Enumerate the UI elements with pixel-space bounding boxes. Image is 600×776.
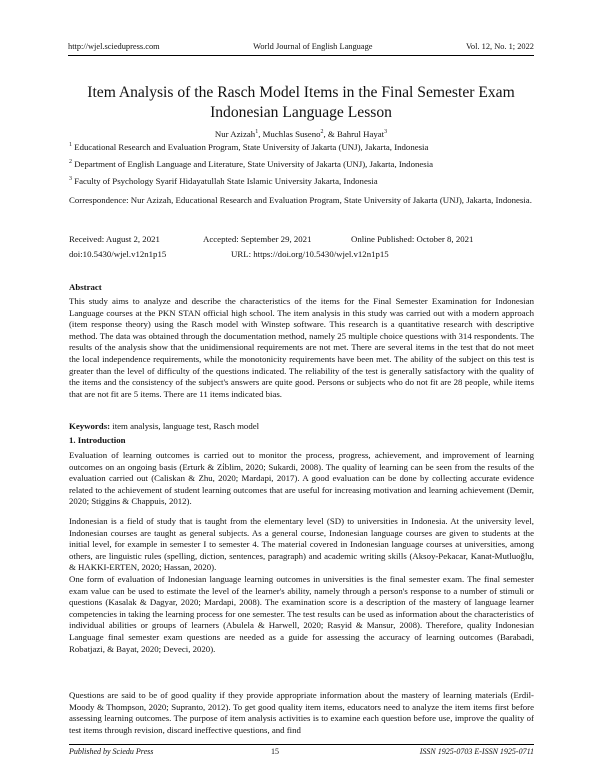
affiliation-2 xyxy=(69,159,534,169)
author-2: , Muchlas Suseno xyxy=(258,129,321,139)
intro-paragraph-4: Questions are said to be of good quality if they provide appropriate information about the mastery of learning materials (Erdil-Moody & Thompson, 2020; Supranto, 2012). To get good quality item items, educators need to analyze the item items first before assessing learning outcomes. The purpose of item analysis activities is to examine each question before use, improve the quality of test items through revision, discard ineffective questions, and find xyxy=(69,690,534,735)
title-line-1: Item Analysis of the Rasch Model Items in the Final Semester Exam xyxy=(87,84,515,101)
published-date: Online Published: October 8, 2021 xyxy=(351,234,474,244)
correspondence: Correspondence: Nur Azizah, Educational Research and Evaluation Program, State University of Jakarta (UNJ), Jakarta, Indonesia. xyxy=(69,195,532,205)
intro-paragraph-1: Evaluation of learning outcomes is carried out to monitor the process, progress, achievement, and improvement of learning outcomes on an ongoing basis (Erturk & Zi̇blim, 2020; Sukardi, 2008). The quality of learning can be seen from the results of the evaluation carried out (Caliskan & Zhu, 2020; Mardapi, 2017). A good evaluation can be done by collecting accurate evidence related to the achievement of student learning outcomes that are useful for increasing motivation and learning achievement (Demir, 2020; Stiggins & Chappuis, 2012). xyxy=(69,450,534,507)
affiliation-num: 1 xyxy=(69,142,72,149)
paper-title xyxy=(68,83,534,123)
keywords-label: Keywords: xyxy=(69,421,111,431)
abstract-text: This study aims to analyze and describe the characteristics of the items for the Final Semester Examination for Indonesian Language courses at the PKN STAN official high school. The item analysis in this study was carried out with a modern approach (item response theory) using the Rasch model with Winstep software. This research is a quantitative research with descriptive method. The data was obtained through the documentation method, namely 25 multiple choice questions with 314 respondents. The results of the analysis show that the unidimensional requirements are not met. There are several items in the test that do not meet the local independence requirements, while the monotonicity requirements have been met. The ability of the subject on this test is greater than the level of difficulty of the questions indicated. The reliability of the test is generally satisfactory with the quality of the items and the consistency of the subject's answers are quite good. Persons or subjects who do not fit are 28 people, while items that are not fit are 5 items. There are 11 items indicated bias. xyxy=(69,296,534,399)
affiliation-text: Department of English Language and Literature, State University of Jakarta (UNJ), Jakarta, Indonesia xyxy=(72,159,434,169)
title-line-2: Indonesian Language Lesson xyxy=(210,104,392,121)
abstract-heading: Abstract xyxy=(69,282,102,292)
affiliation-num: 3 xyxy=(69,176,72,183)
intro-paragraph-3: One form of evaluation of Indonesian language learning outcomes in universities is the final semester exam. The final semester exam value can be used to estimate the level of the learner's ability, namely through a person's response to a number of stimuli or questions (Kasalak & Dagyar, 2020; Mardapi, 2008). The examination score is a description of the mastery of language learner competencies in taking the learning process for one semester. The test results can be used as information about the characteristics of individual abilities or groups of learners (Abulela & Harwell, 2020; Rasyid & Mansur, 2008). Therefore, quality Indonesian Language final semester exam questions are needed as a guide for assessing the accuracy of learning outcomes (Barabadi, Robatjazi, & Bayat, 2020; Deveci, 2020). xyxy=(69,574,534,654)
author-1: Nur Azizah xyxy=(214,129,256,139)
affiliation-text: Educational Research and Evaluation Program, State University of Jakarta (UNJ), Jakarta, Indonesia xyxy=(72,142,429,152)
doi-url[interactable]: URL: https://doi.org/10.5430/wjel.v12n1p15 xyxy=(231,249,389,259)
footer-rule xyxy=(69,744,534,745)
intro-paragraph-2: Indonesian is a field of study that is taught from the elementary level (SD) to universities in Indonesia. At the university level, Indonesian courses are taught as general subjects. As a general course, Indonesian language courses are given to students at the initial level, for example in semester I to semester 4. The material covered in Indonesian language courses at universities, among others, are linguistic rules (spelling, diction, sentences, paragraph) and academic writing skills (Aksoy-Pekacar, Kanat-Mutluoğlu, & HAKKI-ERTEN, 2020; Hassan, 2020). xyxy=(69,516,534,573)
section-heading-introduction: 1. Introduction xyxy=(69,435,126,445)
volume-info: Vol. 12, No. 1; 2022 xyxy=(465,42,534,51)
publisher: Published by Sciedu Press xyxy=(69,747,154,756)
author-3-sup: 3 xyxy=(384,129,388,136)
issn: ISSN 1925-0703 E-ISSN 1925-0711 xyxy=(419,747,534,756)
received-date: Received: August 2, 2021 xyxy=(69,234,160,244)
affiliation-3 xyxy=(69,176,534,186)
author-1-sup: 1 xyxy=(255,129,259,136)
page-number: 15 xyxy=(271,747,279,756)
keywords xyxy=(69,421,534,433)
header-rule xyxy=(68,55,534,56)
author-list xyxy=(68,129,534,139)
affiliation-1 xyxy=(69,142,534,152)
accepted-date: Accepted: September 29, 2021 xyxy=(203,234,312,244)
author-2-sup: 2 xyxy=(320,129,324,136)
affiliation-text: Faculty of Psychology Syarif Hidayatullah State Islamic University Jakarta, Indonesia xyxy=(72,176,378,186)
running-header xyxy=(68,42,534,51)
journal-name: World Journal of English Language xyxy=(253,42,373,51)
keywords-text: item analysis, language test, Rasch model xyxy=(110,421,260,431)
journal-url[interactable]: http://wjel.sciedupress.com xyxy=(68,42,160,51)
author-3: , & Bahrul Hayat xyxy=(323,129,385,139)
affiliation-num: 2 xyxy=(69,159,72,166)
doi[interactable]: doi:10.5430/wjel.v12n1p15 xyxy=(69,249,167,259)
